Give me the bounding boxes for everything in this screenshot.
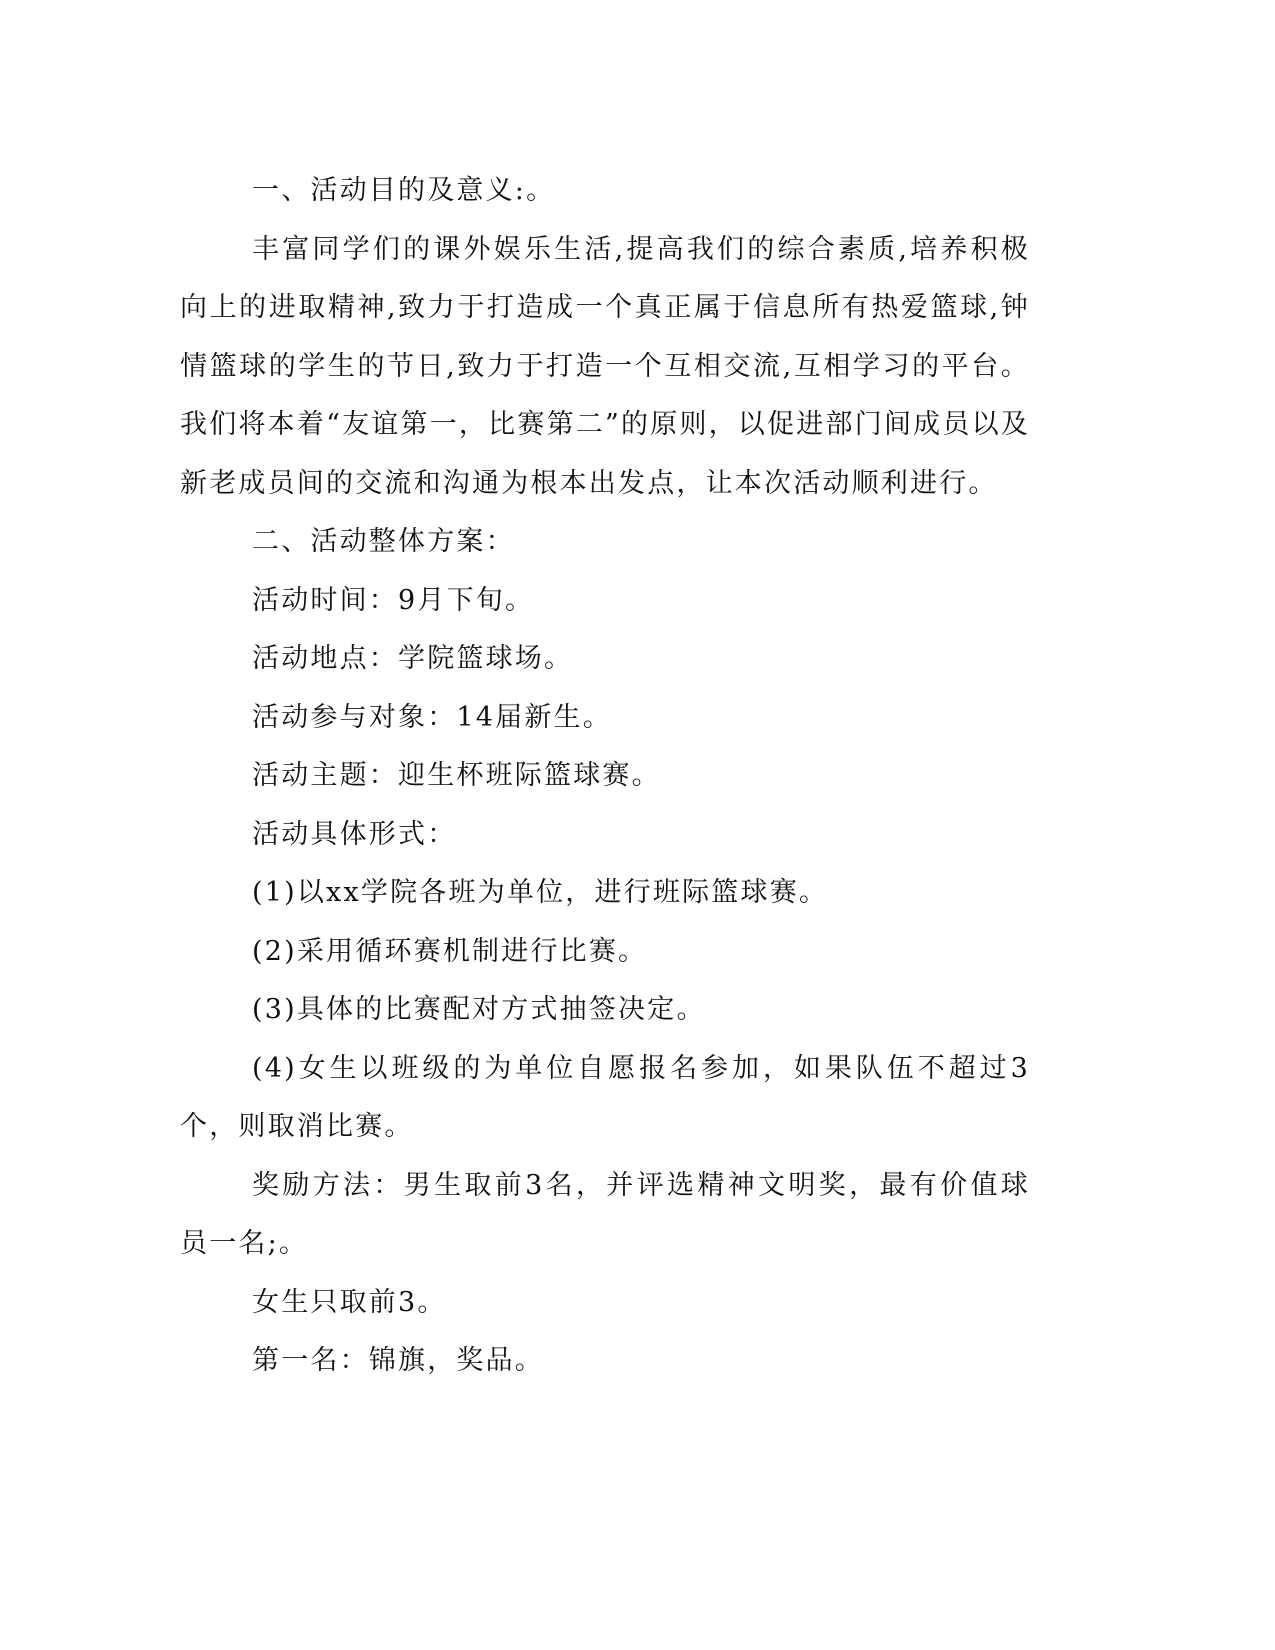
section-heading-purpose: 一、活动目的及意义:。 (252, 175, 556, 206)
format-item-3: (3)具体的比赛配对方式抽签决定。 (252, 994, 706, 1025)
document-body (180, 162, 1030, 1391)
purpose-paragraph: 丰富同学们的课外娱乐生活,提高我们的综合素质,培养积极向上的进取精神,致力于打造成一个真正属于信息所有热爱篮球,钟情篮球的学生的节日,致力于打造一个互相交流,互相学习的平台。我们将本着“友谊第一，比赛第二”的原则，以促进部门间成员以及新老成员间的交流和沟通为根本出发点，让本次活动顺利进行。 (180, 233, 1030, 499)
activity-location: 活动地点：学院篮球场。 (252, 643, 574, 674)
activity-format-heading: 活动具体形式： (252, 818, 457, 850)
award-first-place: 第一名：锦旗，奖品。 (252, 1345, 544, 1376)
activity-time: 活动时间：9月下旬。 (252, 584, 535, 616)
format-item-2: (2)采用循环赛机制进行比赛。 (252, 935, 648, 967)
section-heading-plan: 二、活动整体方案： (252, 526, 515, 557)
format-item-1: (1)以xx学院各班为单位，进行班际篮球赛。 (252, 877, 829, 908)
award-method: 奖励方法：男生取前3名，并评选精神文明奖，最有价值球员一名;。 (180, 1169, 1030, 1259)
activity-participants: 活动参与对象：14届新生。 (252, 701, 612, 733)
award-women: 女生只取前3。 (252, 1286, 447, 1318)
format-item-4: (4)女生以班级的为单位自愿报名参加，如果队伍不超过3个，则取消比赛。 (180, 1052, 1030, 1142)
activity-theme: 活动主题：迎生杯班际篮球赛。 (252, 760, 661, 791)
